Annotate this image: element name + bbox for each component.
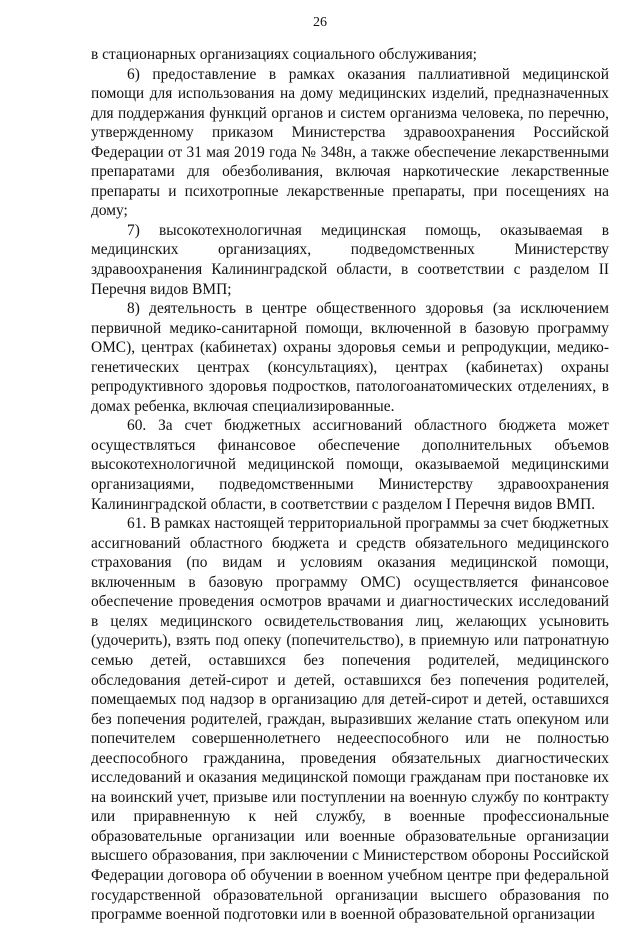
- page-number: 26: [313, 15, 327, 30]
- paragraph-item-6: 6) предоставление в рамках оказания паллиативной медицинской помощи для использования на дому медицинских изделий, предназначенных для поддержания функций органов и систем организма человека, по перечню, утвержденному приказом Министерства здравоохранения Российской Федерации от 31 мая 2019 года № 348н, а также обеспечение лекарственными препаратами для обезболивания, включая наркотические лекарственные препараты и психотропные лекарственные препараты, при посещениях на дому;: [91, 65, 609, 220]
- paragraph-clause-61: 61. В рамках настоящей территориальной программы за счет бюджетных ассигнований областного бюджета и средств обязательного медицинского страхования (по видам и условиям оказания медицинской помощи, включенным в базовую программу ОМС) осуществляется финансовое обеспечение проведения осмотров врачами и диагностических исследований в целях медицинского освидетельствования лиц, желающих усыновить (удочерить), взять под опеку (попечительство), в приемную или патронатную семью детей, оставшихся без попечения родителей, медицинского обследования детей-сирот и детей, оставшихся без попечения родителей, помещаемых под надзор в организацию для детей-сирот и детей, оставшихся без попечения родителей, граждан, выразивших желание стать опекуном или попечителем совершеннолетнего недееспособного или не полностью дееспособного гражданина, проведения обязательных диагностических исследований и оказания медицинской помощи гражданам при постановке их на воинский учет, призыве или поступлении на военную службу по контракту или приравненную к ней службу, в военные профессиональные образовательные организации или военные образовательные организации высшего образования, при заключении с Министерством обороны Российской Федерации договора об обучении в военном учебном центре при федеральной государственной образовательной организации высшего образования по программе военной подготовки или в военной образовательной организации: [91, 515, 609, 924]
- paragraph-clause-60: 60. За счет бюджетных ассигнований областного бюджета может осуществляться финансовое обеспечение дополнительных объемов высокотехнологичной медицинской помощи, оказываемой медицинскими организациями, подведомственными Министерству здравоохранения Калининградской области, в соответствии с разделом I Перечня видов ВМП.: [91, 417, 609, 513]
- document-text: [91, 45, 609, 925]
- paragraph-continuation: в стационарных организациях социального обслуживания;: [91, 46, 477, 63]
- paragraph-item-7: 7) высокотехнологичная медицинская помощь, оказываемая в медицинских организациях, подведомственных Министерству здравоохранения Калининградской области, в соответствии с разделом II Перечня видов ВМП;: [91, 221, 609, 298]
- paragraph-item-8: 8) деятельность в центре общественного здоровья (за исключением первичной медико-санитарной помощи, включенной в базовую программу ОМС), центрах (кабинетах) охраны здоровья семьи и репродукции, медико-генетических центрах (консультациях), центрах (кабинетах) охраны репродуктивного здоровья подростков, патологоанатомических отделениях, в домах ребенка, включая специализированные.: [91, 300, 609, 415]
